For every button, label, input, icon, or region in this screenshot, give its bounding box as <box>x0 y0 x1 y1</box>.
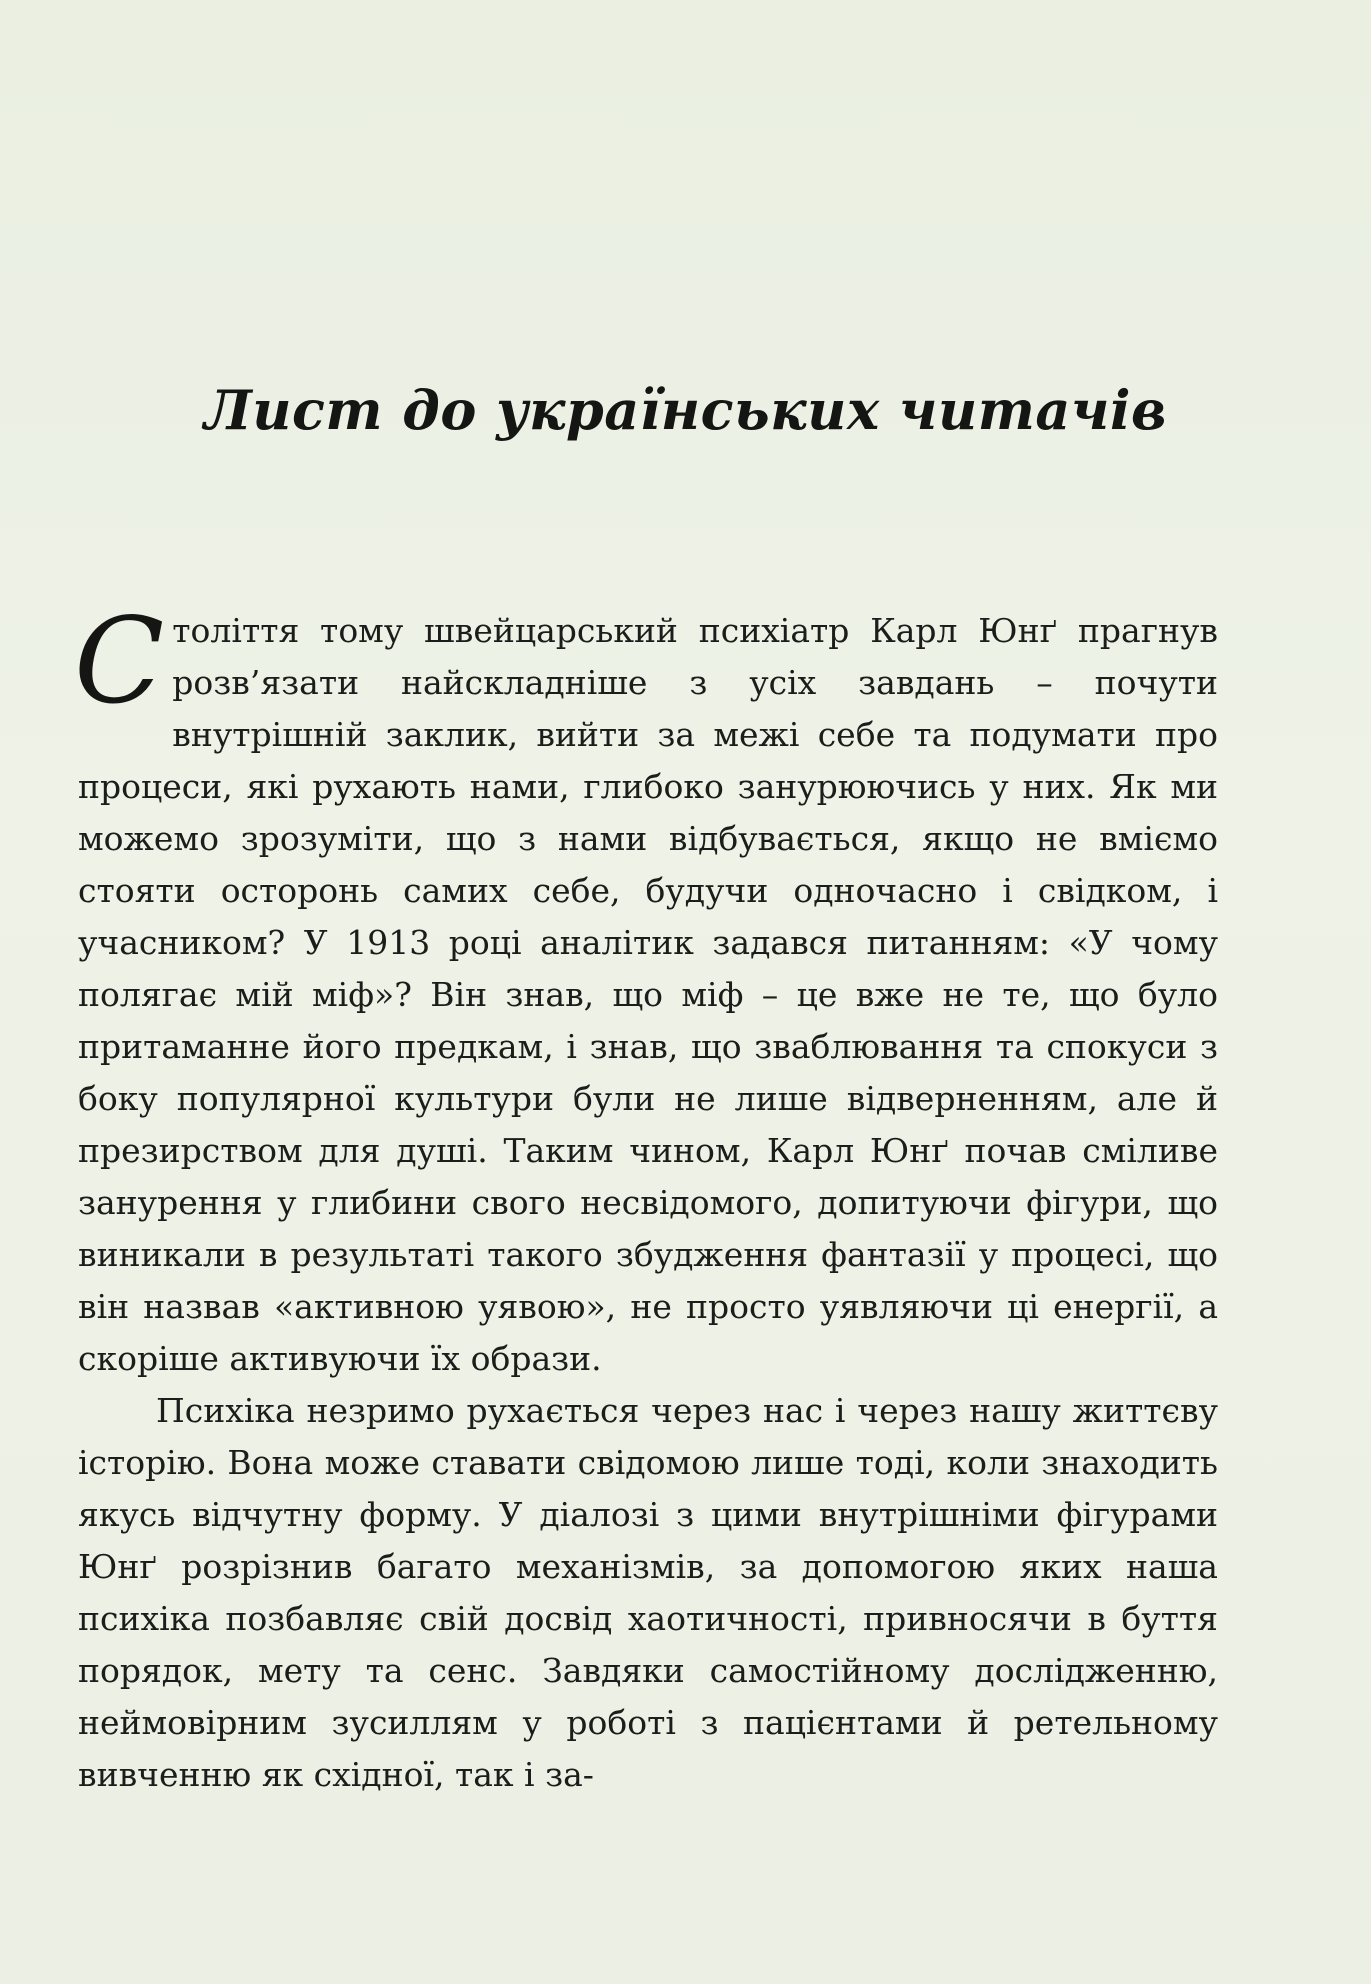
body-text <box>74 592 1218 1801</box>
paragraph-1-text: толіття тому швейцарський психіатр Карл Юнґ прагнув розв’язати найскладніше з усіх завдань – почути внутрішній заклик, вийти за межі себе та подумати про процеси, які рухають нами, глибоко занурюючись у них. Як ми можемо зрозуміти, що з нами відбувається, якщо не вміємо стояти осторонь самих себе, будучи одночасно і свідком, і учасником? У 1913 році аналітик задався питанням: «У чому полягає мій міф»? Він знав, що міф – це вже не те, що було притаманне його предкам, і знав, що зваблювання та спокуси з боку популярної культури були не лише відверненням, але й презирством для душі. Таким чином, Карл Юнґ почав сміливе занурення у глибини свого несвідомого, допитуючи фігури, що виникали в результаті такого збудження фантазії у процесі, що він назвав «активною уявою», не просто уявляючи ці енергії, а скоріше активуючи їх образи. <box>78 611 1218 1378</box>
page-title: Лист до українських читачів <box>203 378 1168 442</box>
drop-cap: С <box>74 592 165 730</box>
paragraph-1 <box>74 592 1218 1385</box>
paragraph-2: Психіка незримо рухається через нас і через нашу життєву історію. Вона може ставати свідомою лише тоді, коли знаходить якусь відчутну форму. У діалозі з цими внутрішніми фігурами Юнґ розрізнив багато механізмів, за допомогою яких наша психіка позбавляє свій досвід хаотичності, привносячи в буття порядок, мету та сенс. Завдяки самостійному дослідженню, неймовірним зусиллям у роботі з пацієнтами й ретельному вивченню як східної, так і за- <box>78 1391 1218 1794</box>
